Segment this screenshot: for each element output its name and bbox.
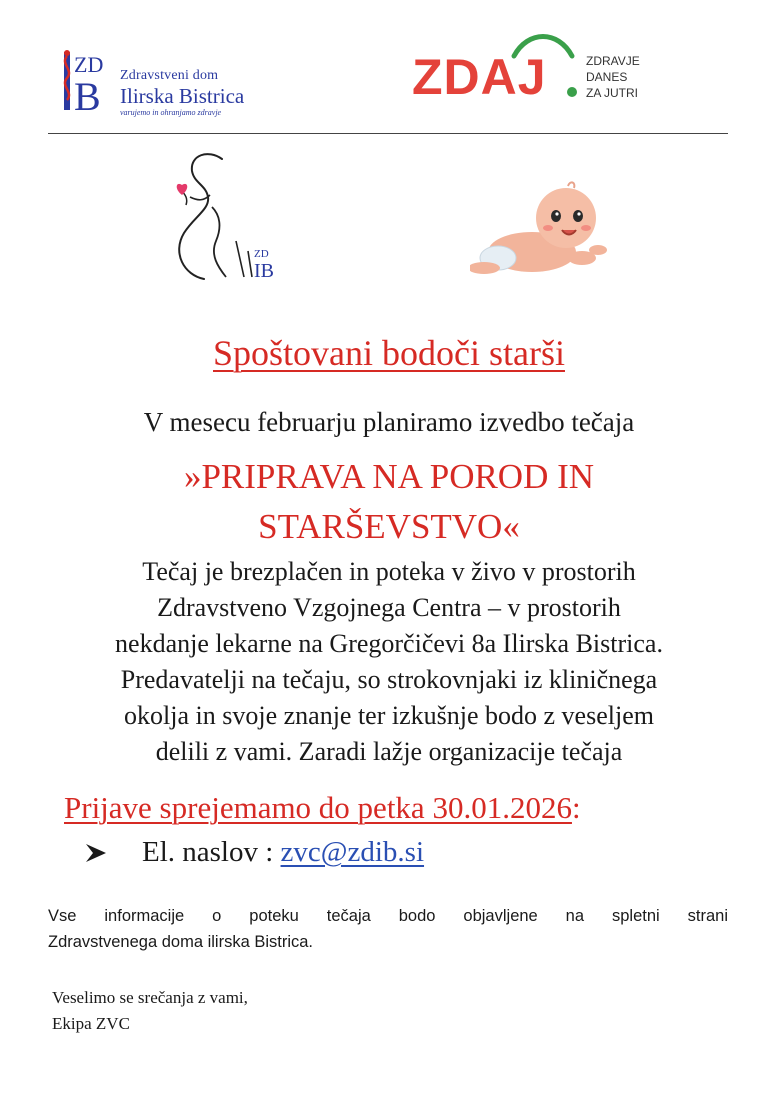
zdib-name-line1: Zdravstveni dom [120,68,219,83]
registration-deadline [64,790,581,826]
svg-text:B: B [74,74,101,116]
zdib-tagline: varujemo in ohranjamo zdravje [120,108,222,117]
description-line: delili z vami. Zaradi lažje organizacije tečaja [155,737,623,766]
zdaj-wordmark: ZDAJ [412,49,547,105]
info-line: Vse informacije o poteku tečaja bodo objavljene na spletni strani [48,907,728,925]
deadline-text: Prijave sprejemamo do petka 30.01.2026 [64,790,572,825]
zdib-logo [58,44,278,124]
signature-line: Ekipa ZVC [52,1014,130,1033]
description-line: nekdanje lekarne na Gregorčičevi 8a Ilirska Bistrica. [115,629,663,658]
intro-text: V mesecu februarju planiramo izvedbo tečaja [143,407,635,437]
pregnant-woman-illustration [160,145,285,285]
description-line: Predavatelji na tečaju, so strokovnjaki iz kliničnega [120,665,658,694]
info-line: Zdravstvenega doma ilirska Bistrica. [48,933,314,951]
zdaj-slogan-line: ZA JUTRI [586,86,639,100]
contact-row [84,836,424,869]
zdaj-slogan-line: DANES [586,70,628,84]
contact-label: El. naslov : [142,836,274,868]
zdib-name-line2: Ilirska Bistrica [120,84,245,108]
course-name [0,452,778,552]
description-line: Zdravstveno Vzgojnega Centra – v prostorih [157,593,621,622]
page-title: Spoštovani bodoči starši [213,333,565,373]
deadline-colon: : [571,790,581,825]
course-name-line: »PRIPRAVA NA POROD IN [183,457,595,496]
course-description [0,554,778,770]
header-divider [48,133,728,134]
letterhead [0,0,778,140]
zdaj-slogan [586,53,640,101]
heart-icon [177,184,188,195]
zdaj-dot-icon [567,87,577,97]
course-name-line: STARŠEVSTVO« [258,507,520,546]
zdaj-slogan-line: ZDRAVJE [586,54,640,68]
svg-text:ZD: ZD [254,248,269,260]
crawling-baby-illustration [470,180,610,285]
email-link[interactable]: zvc@zdib.si [280,836,425,868]
signature [52,985,248,1037]
info-paragraph [48,903,728,955]
arrowhead-bullet-icon [84,841,108,865]
description-line: Tečaj je brezplačen in poteka v živo v prostorih [142,557,636,586]
svg-text:ZD: ZD [74,52,104,77]
description-line: okolja in svoje znanje ter izkušnje bodo z veseljem [124,701,654,730]
svg-text:IB: IB [254,260,274,282]
zdib-monogram-icon [58,46,120,116]
zdaj-logo [412,26,672,116]
signature-line: Veselimo se srečanja z vami, [52,988,248,1007]
